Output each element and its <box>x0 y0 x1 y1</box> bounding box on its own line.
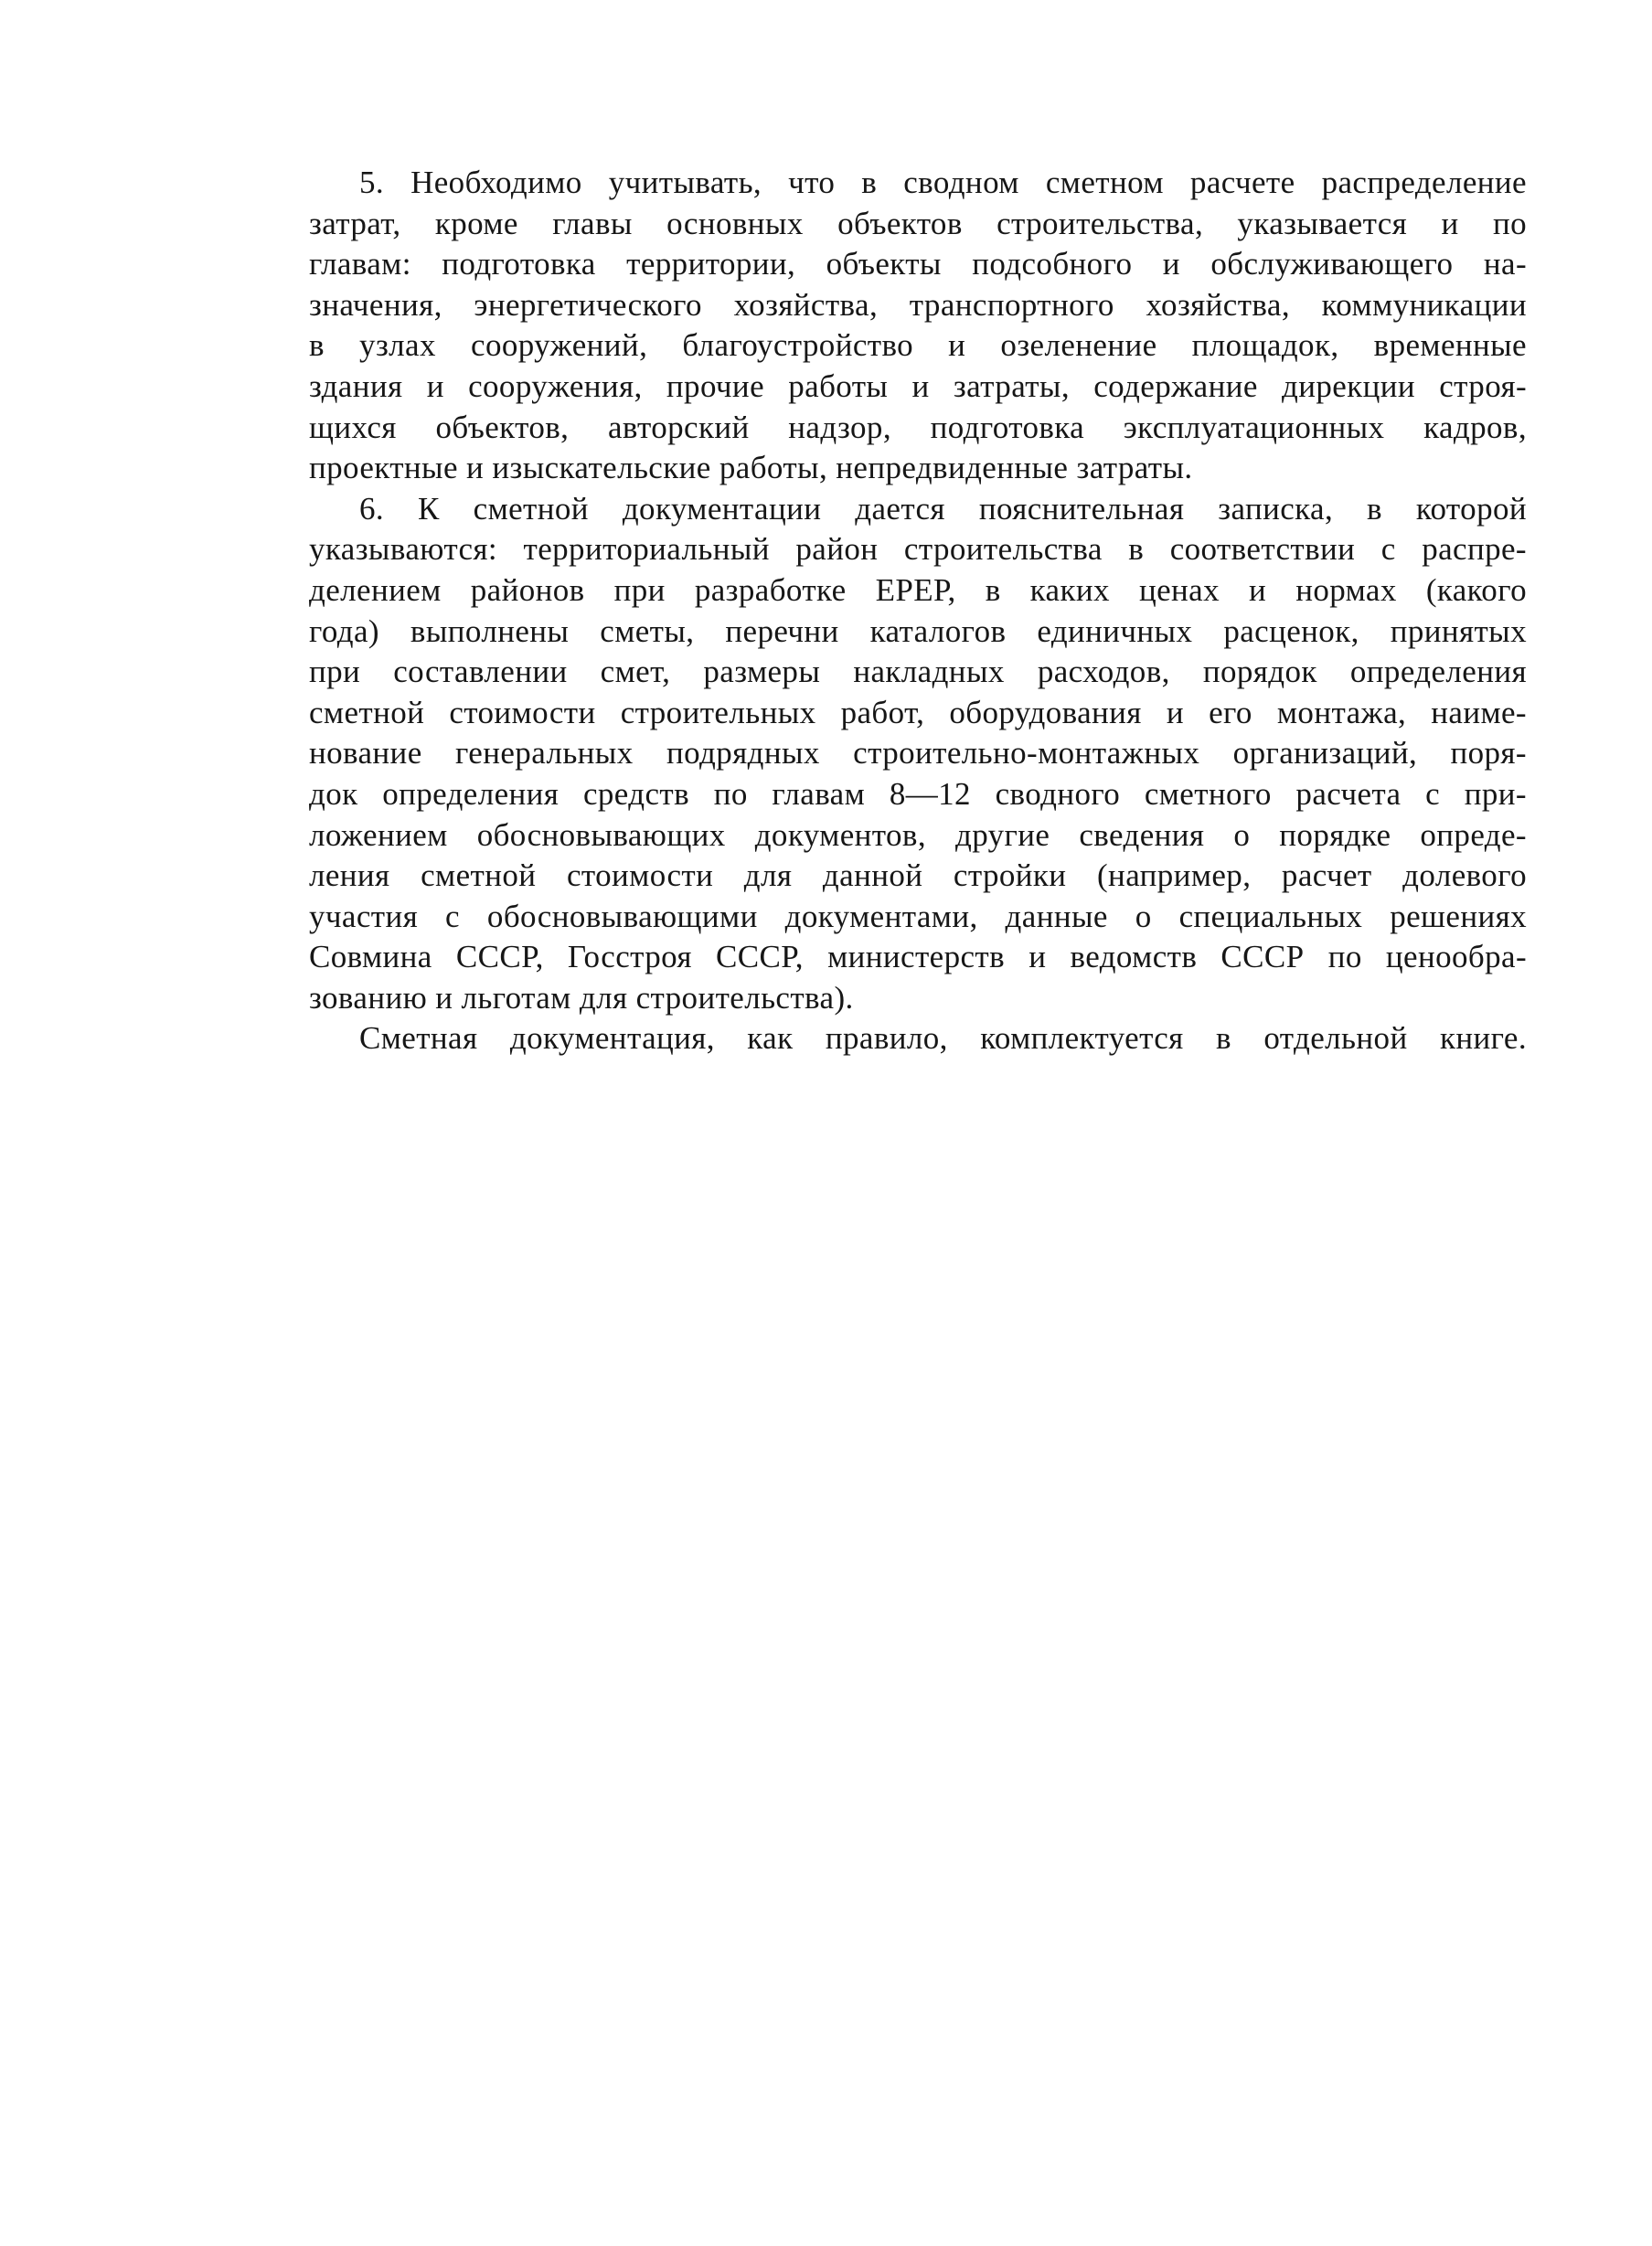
text-line: делением районов при разработке ЕРЕР, в каких ценах и нормах (какого <box>309 571 1527 608</box>
text-line: док определения средств по главам 8—12 сводного сметного расчета с при- <box>309 775 1527 812</box>
text-line: в узлах сооружений, благоустройство и озеленение площадок, временные <box>309 327 1527 364</box>
text-line: Сметная документация, как правило, комплектуется в отдельной книге. <box>359 1020 1527 1057</box>
text-line: щихся объектов, авторский надзор, подготовка эксплуатационных кадров, <box>309 409 1527 445</box>
text-line: проектные и изыскательские работы, непредвиденные затраты. <box>309 450 1193 486</box>
text-line: участия с обосновывающими документами, данные о специальных решениях <box>309 898 1527 934</box>
paragraph-6 <box>309 489 1527 1019</box>
body-text <box>309 163 1527 1059</box>
text-line: Совмина СССР, Госстроя СССР, министерств и ведомств СССР по ценообра- <box>309 939 1527 975</box>
text-line: сметной стоимости строительных работ, оборудования и его монтажа, наиме- <box>309 694 1527 730</box>
text-line: главам: подготовка территории, объекты подсобного и обслуживающего на- <box>309 246 1527 282</box>
text-line: года) выполнены сметы, перечни каталогов единичных расценок, принятых <box>309 612 1527 649</box>
paragraph-5 <box>309 163 1527 489</box>
text-line: здания и сооружения, прочие работы и затраты, содержание дирекции строя- <box>309 367 1527 404</box>
text-line: 6. К сметной документации дается пояснительная записка, в которой <box>359 490 1527 527</box>
text-line: затрат, кроме главы основных объектов строительства, указывается и по <box>309 205 1527 241</box>
text-line: нование генеральных подрядных строительно-монтажных организаций, поря- <box>309 735 1527 772</box>
text-line: указываются: территориальный район строительства в соответствии с распре- <box>309 531 1527 568</box>
text-line: ления сметной стоимости для данной стройки (например, расчет долевого <box>309 857 1527 894</box>
text-line: ложением обосновывающих документов, другие сведения о порядке опреде- <box>309 816 1527 853</box>
text-line: зованию и льготам для строительства). <box>309 979 854 1016</box>
closing-paragraph <box>309 1018 1527 1059</box>
text-line: значения, энергетического хозяйства, транспортного хозяйства, коммуникации <box>309 286 1527 323</box>
text-line: при составлении смет, размеры накладных расходов, порядок определения <box>309 654 1527 690</box>
text-line: 5. Необходимо учитывать, что в сводном сметном расчете распределение <box>359 165 1527 200</box>
